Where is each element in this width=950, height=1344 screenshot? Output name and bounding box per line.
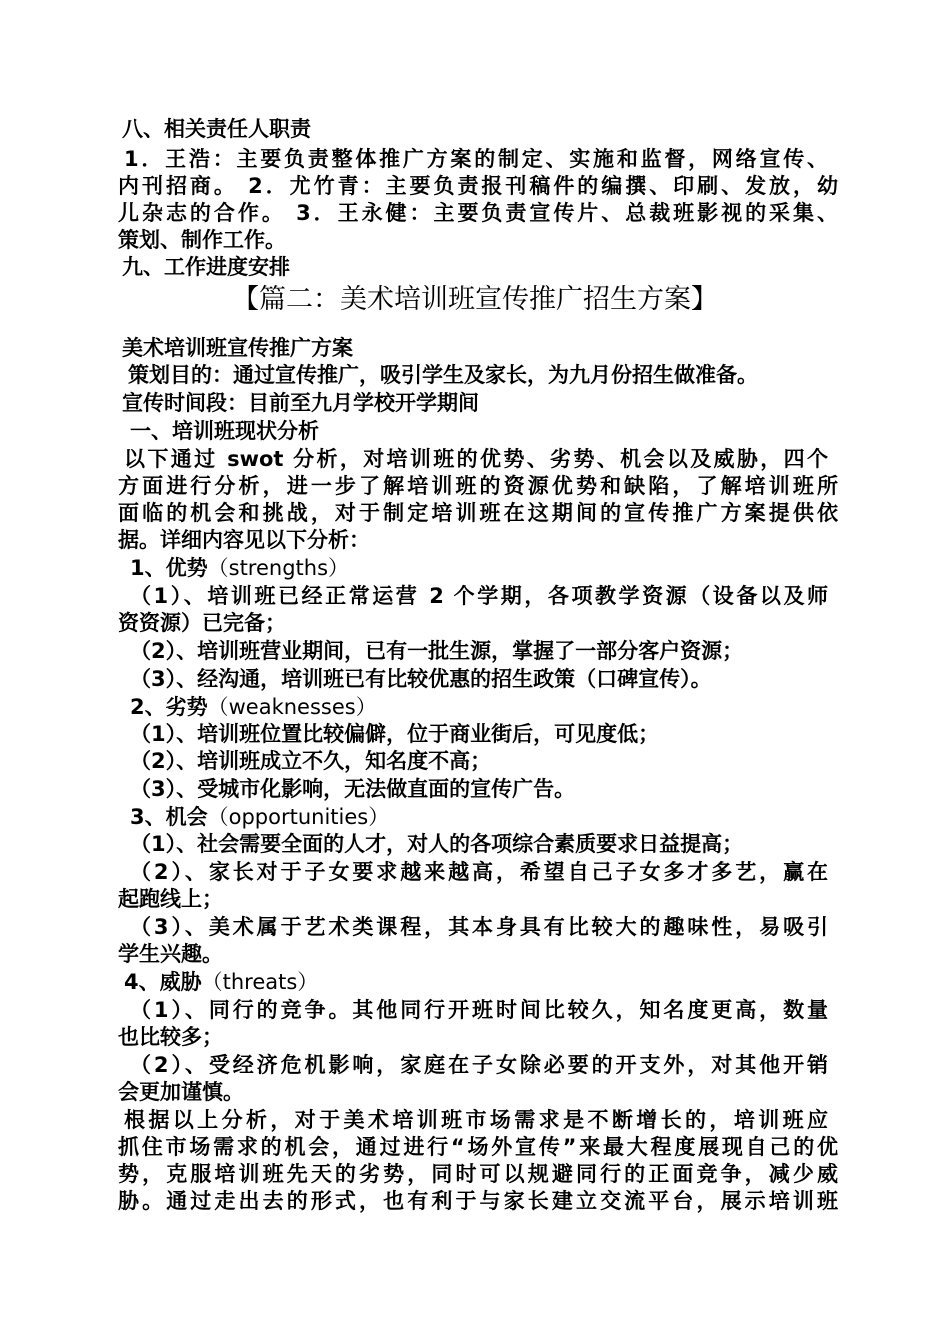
conclusion-line: 抓住市场需求的机会，通过进行“场外宣传”来最大程度展现自己的优	[118, 1135, 838, 1159]
strengths-heading-en: （strengths）	[207, 556, 350, 580]
strength-item: （3）、经沟通，培训班已有比较优惠的招生政策（口碑宣传）。	[130, 667, 712, 691]
opportunity-item: （2）、家长对于子女要求越来越高，希望自己子女多才多艺，赢在	[130, 860, 828, 884]
threat-item: （1）、同行的竞争。其他同行开班时间比较久，知名度更高，数量	[130, 998, 828, 1022]
conclusion-line: 胁。通过走出去的形式，也有利于与家长建立交流平台，展示培训班	[118, 1189, 838, 1213]
opportunity-item: 起跑线上；	[118, 887, 223, 911]
threat-item: 会更加谨慎。	[118, 1080, 244, 1104]
conclusion-line: 势，克服培训班先天的劣势，同时可以规避同行的正面竞争，减少威	[118, 1162, 838, 1186]
weakness-item: （2）、培训班成立不久，知名度不高；	[130, 749, 492, 773]
paragraph-line: 儿杂志的合作。 3．王永健：主要负责宣传片、总裁班影视的采集、	[118, 201, 838, 225]
section-heading: 九、工作进度安排	[122, 255, 290, 279]
paragraph-line: 内刊招商。 2．尤竹青：主要负责报刊稿件的编撰、印刷、发放，幼	[118, 174, 838, 198]
analysis-heading: 一、培训班现状分析	[130, 419, 319, 443]
article-title: 【篇二：美术培训班宣传推广招生方案】	[232, 284, 718, 315]
paragraph-line: 1．王浩：主要负责整体推广方案的制定、实施和监督，网络宣传、	[124, 147, 828, 171]
conclusion-line: 根据以上分析，对于美术培训班市场需求是不断增长的，培训班应	[124, 1108, 828, 1132]
threat-item: 也比较多；	[118, 1025, 223, 1049]
purpose-line: 策划目的：通过宣传推广，吸引学生及家长，为九月份招生做准备。	[128, 363, 758, 387]
intro-line: 以下通过 swot 分析，对培训班的优势、劣势、机会以及威胁，四个	[124, 447, 828, 471]
intro-line: 面临的机会和挑战，对于制定培训班在这期间的宣传推广方案提供依	[118, 501, 838, 525]
opportunities-heading	[130, 804, 850, 830]
threats-heading	[124, 969, 844, 995]
strength-item: 资资源）已完备；	[118, 611, 286, 635]
intro-line: 据。详细内容见以下分析：	[118, 528, 370, 552]
strengths-heading	[130, 555, 850, 581]
opportunities-heading-cn: 3、机会	[130, 805, 208, 829]
threat-item: （2）、受经济危机影响，家庭在子女除必要的开支外，对其他开销	[130, 1053, 828, 1077]
weaknesses-heading-cn: 2、劣势	[130, 695, 208, 719]
opportunity-item: （3）、美术属于艺术类课程，其本身具有比较大的趣味性，易吸引	[130, 915, 828, 939]
strength-item: （2）、培训班营业期间，已有一批生源，掌握了一部分客户资源；	[130, 639, 744, 663]
threats-heading-cn: 4、威胁	[124, 970, 202, 994]
weaknesses-heading-en: （weaknesses）	[207, 695, 377, 719]
paragraph-line: 策划、制作工作。	[118, 228, 286, 252]
section-heading: 八、相关责任人职责	[122, 117, 311, 141]
intro-line: 方面进行分析，进一步了解培训班的资源优势和缺陷，了解培训班所	[118, 474, 838, 498]
weakness-item: （1）、培训班位置比较偏僻，位于商业街后，可见度低；	[130, 722, 660, 746]
period-line: 宣传时间段：目前至九月学校开学期间	[122, 391, 479, 415]
weaknesses-heading	[130, 694, 850, 720]
article-subtitle: 美术培训班宣传推广方案	[122, 336, 353, 360]
threats-heading-en: （threats）	[201, 970, 319, 994]
opportunity-item: 学生兴趣。	[118, 942, 223, 966]
weakness-item: （3）、受城市化影响，无法做直面的宣传广告。	[130, 777, 576, 801]
strengths-heading-cn: 1、优势	[130, 556, 208, 580]
strength-item: （1）、培训班已经正常运营 2 个学期，各项教学资源（设备以及师	[130, 584, 828, 608]
opportunities-heading-en: （opportunities）	[207, 805, 390, 829]
opportunity-item: （1）、社会需要全面的人才，对人的各项综合素质要求日益提高；	[130, 832, 744, 856]
